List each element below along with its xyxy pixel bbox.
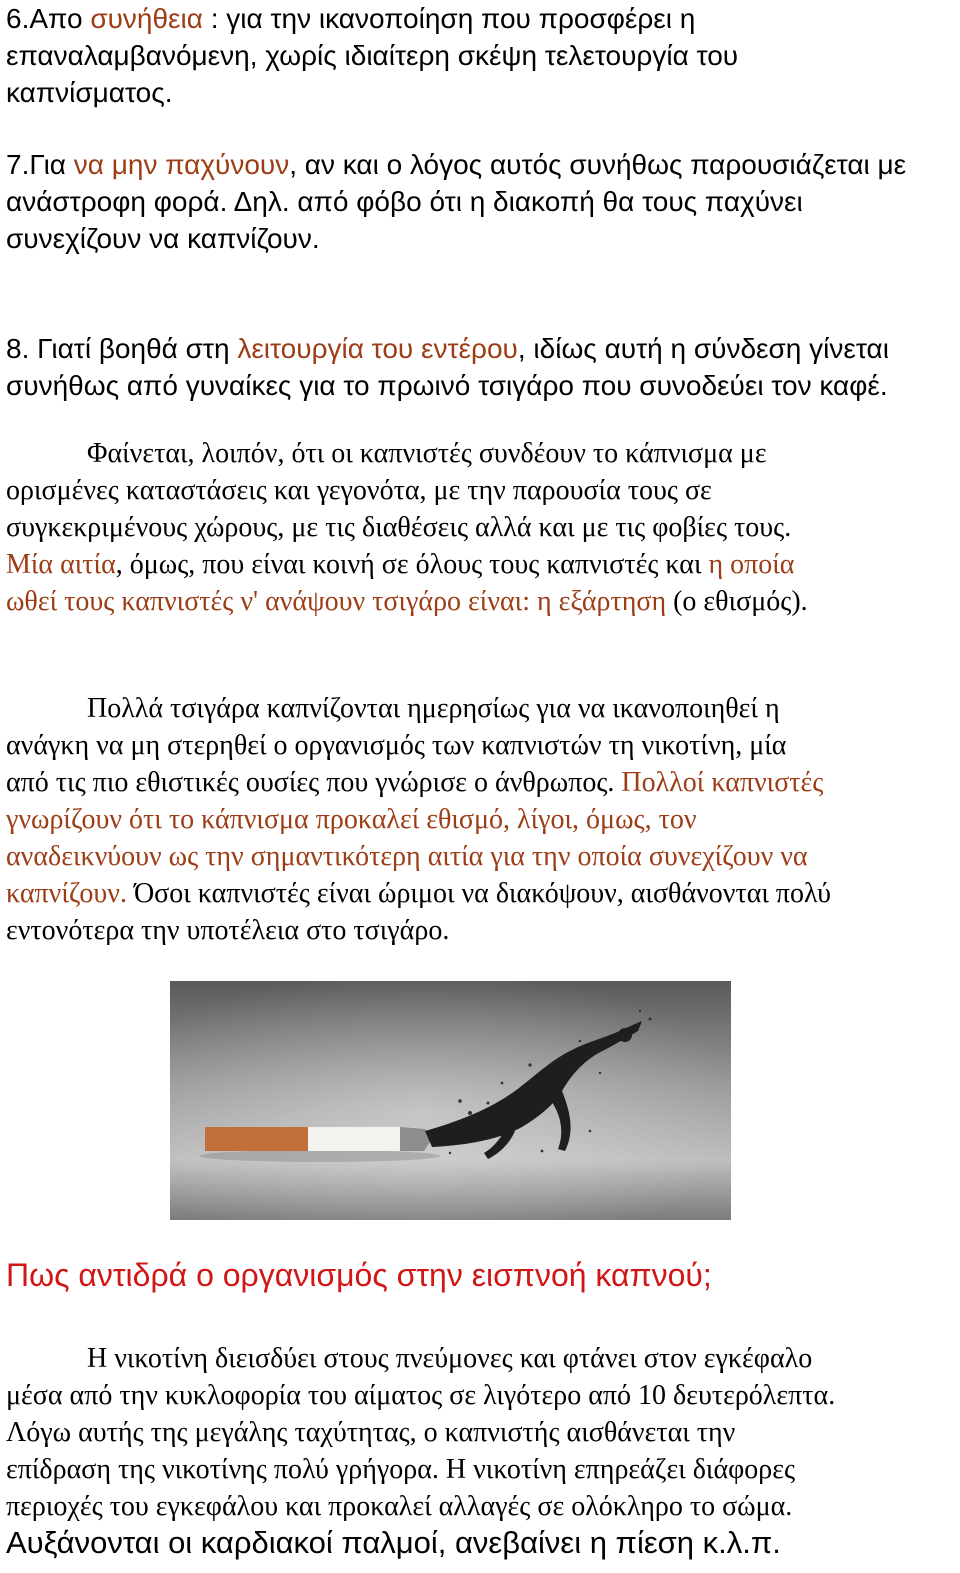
para1-line3: συγκεκριμένους χώρους, με τις διαθέσεις αλλά και με τις φοβίες τους.	[6, 512, 792, 543]
para3-line3: Λόγω αυτής της μεγάλης ταχύτητας, ο καπνιστής αισθάνεται την	[6, 1417, 736, 1448]
para2-line5: αναδεικνύουν ως την σημαντικότερη αιτία για την οποία συνεχίζουν να	[6, 841, 808, 872]
item6-line2: επαναλαμβανόμενη, χωρίς ιδιαίτερη σκέψη τελετουργία του	[6, 40, 739, 71]
para1-line5: ωθεί τους καπνιστές ν' ανάψουν τσιγάρο είναι: η εξάρτηση (ο εθισμός).	[6, 586, 808, 617]
item7-line3: συνεχίζουν να καπνίζουν.	[6, 223, 320, 254]
item6-line1: 6.Απο συνήθεια : για την ικανοποίηση που προσφέρει η	[6, 3, 696, 34]
para1-line1: Φαίνεται, λοιπόν, ότι οι καπνιστές συνδέουν το κάπνισμα με	[87, 438, 767, 469]
para2-line2: ανάγκη να μη στερηθεί ο οργανισμός των καπνιστών τη νικοτίνη, μία	[6, 730, 787, 761]
para2-line3: από τις πιο εθιστικές ουσίες που γνώρισε ο άνθρωπος. Πολλοί καπνιστές	[6, 767, 824, 798]
item7-line1: 7.Για να μην παχύνουν, αν και ο λόγος αυτός συνήθως παρουσιάζεται με	[6, 149, 907, 180]
cigarette-paper	[308, 1127, 400, 1151]
para1-line2: ορισμένες καταστάσεις και γεγονότα, με την παρουσία τους σε	[6, 475, 712, 506]
item7-line2: ανάστροφη φορά. Δηλ. από φόβο ότι η διακοπή θα τους παχύνει	[6, 186, 803, 217]
para3-line2: μέσα από την κυκλοφορία του αίματος σε λιγότερο από 10 δευτερόλεπτα.	[6, 1380, 836, 1411]
para3-line4: επίδραση της νικοτίνης πολύ γρήγορα. Η νικοτίνη επηρεάζει διάφορες	[6, 1454, 796, 1485]
para1-line4: Μία αιτία, όμως, που είναι κοινή σε όλους τους καπνιστές και η οποία	[6, 549, 795, 580]
item6-line3: καπνίσματος.	[6, 77, 173, 108]
para2-line4: γνωρίζουν ότι το κάπνισμα προκαλεί εθισμό, λίγοι, όμως, τον	[6, 804, 697, 835]
highlight-habit: συνήθεια	[90, 3, 203, 34]
closing-line: Αυξάνονται οι καρδιακοί παλμοί, ανεβαίνει η πίεση κ.λ.π.	[6, 1525, 781, 1560]
cigarette-filter	[205, 1127, 308, 1151]
highlight-weight: να μην παχύνουν	[73, 149, 290, 180]
item8-line1: 8. Γιατί βοηθά στη λειτουργία του εντέρου, ιδίως αυτή η σύνδεση γίνεται	[6, 333, 889, 364]
highlight-bowel: λειτουργία του εντέρου	[237, 333, 518, 364]
para3-line1: Η νικοτίνη διεισδύει στους πνεύμονες και φτάνει στον εγκέφαλο	[87, 1343, 813, 1374]
section-heading: Πως αντιδρά ο οργανισμός στην εισπνοή καπνού;	[6, 1257, 712, 1293]
para3-line5: περιοχές του εγκεφάλου και προκαλεί αλλαγές σε ολόκληρο το σώμα.	[6, 1491, 793, 1522]
item8-line2: συνήθως από γυναίκες για το πρωινό τσιγάρο που συνοδεύει τον καφέ.	[6, 370, 888, 401]
para2-line1: Πολλά τσιγάρα καπνίζονται ημερησίως για να ικανοποιηθεί η	[87, 693, 780, 724]
para2-line7: εντονότερα την υποτέλεια στο τσιγάρο.	[6, 915, 450, 946]
para2-line6: καπνίζουν. Όσοι καπνιστές είναι ώριμοι να διακόψουν, αισθάνονται πολύ	[6, 878, 831, 909]
cigarette-ash-figure-image	[170, 981, 731, 1220]
